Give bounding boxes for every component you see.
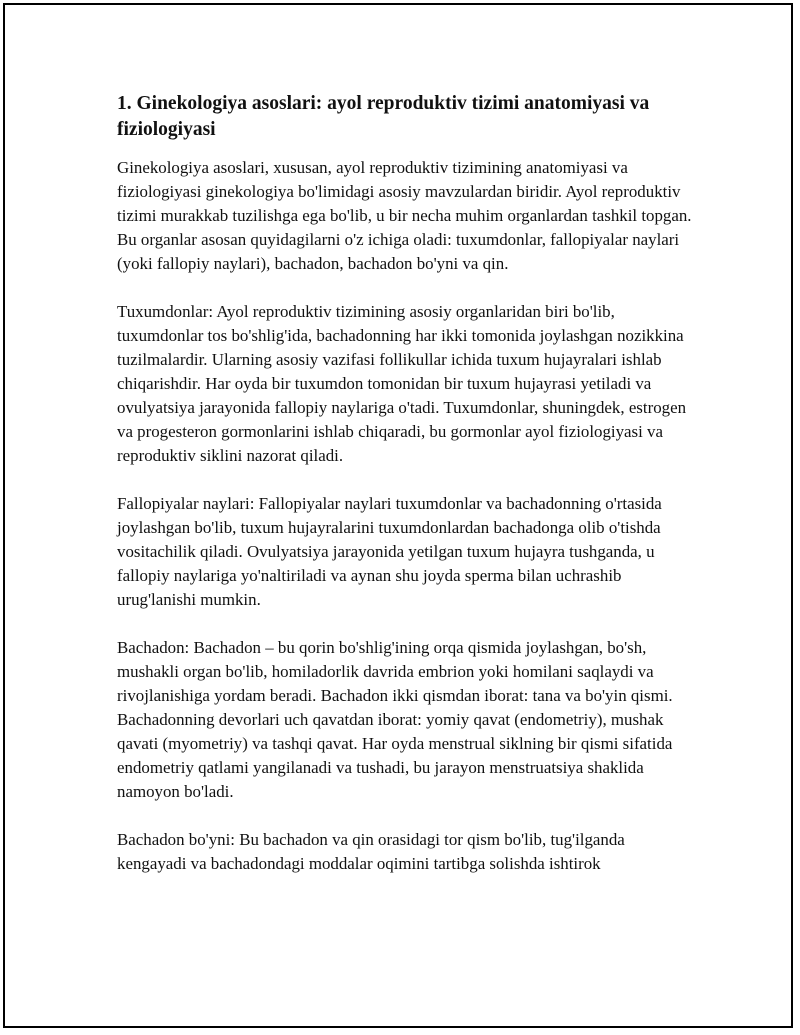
document-body [117,91,692,900]
paragraph-ovaries: Tuxumdonlar: Ayol reproduktiv tizimining asosiy organlaridan biri bo'lib, tuxumdonlar tos bo'shlig'ida, bachadonning har ikki tomonida joylashgan nozikkina tuzilmalardir. Ularning asosiy vazifasi follikullar ichida tuxum hujayralari ishlab chiqarishdir. Har oyda bir tuxumdon tomonidan bir tuxum hujayrasi yetiladi va ovulyatsiya jarayonida fallopiy naylariga o'tadi. Tuxumdonlar, shuningdek, estrogen va progesteron gormonlarini ishlab chiqaradi, bu gormonlar ayol fiziologiyasi va reproduktiv siklini nazorat qiladi. [117,302,687,465]
paragraph-fallopian-tubes: Fallopiyalar naylari: Fallopiyalar naylari tuxumdonlar va bachadonning o'rtasida joylashgan bo'lib, tuxum hujayralarini tuxumdonlardan bachadonga olib o'tishda vositachilik qiladi. Ovulyatsiya jarayonida yetilgan tuxum hujayra tushganda, u fallopiy naylariga yo'naltiriladi va aynan shu joyda sperma bilan uchrashib urug'lanishi mumkin. [117,494,662,609]
section-heading: 1. Ginekologiya asoslari: ayol reproduktiv tizimi anatomiyasi va fiziologiyasi [117,93,650,140]
paragraph-cervix: Bachadon bo'yni: Bu bachadon va qin orasidagi tor qism bo'lib, tug'ilganda kengayadi va bachadondagi moddalar oqimini tartibga solishda ishtirok [117,830,625,873]
paragraph-uterus: Bachadon: Bachadon – bu qorin bo'shlig'ining orqa qismida joylashgan, bo'sh, mushakli organ bo'lib, homiladorlik davrida embrion yoki homilani saqlaydi va rivojlanishiga yordam beradi. Bachadon ikki qismdan iborat: tana va bo'yin qismi. Bachadonning devorlari uch qavatdan iborat: yomiy qavat (endometriy), mushak qavati (myometriy) va tashqi qavat. Har oyda menstrual siklning bir qismi sifatida endometriy qatlami yangilanadi va tushadi, bu jarayon menstruatsiya shaklida namoyon bo'ladi. [117,638,673,801]
paragraph-intro: Ginekologiya asoslari, xususan, ayol reproduktiv tizimining anatomiyasi va fiziologiyasi ginekologiya bo'limidagi asosiy mavzulardan biridir. Ayol reproduktiv tizimi murakkab tuzilishga ega bo'lib, u bir necha muhim organlardan tashkil topgan. Bu organlar asosan quyidagilarni o'z ichiga oladi: tuxumdonlar, fallopiyalar naylari (yoki fallopiy naylari), bachadon, bachadon bo'yni va qin. [117,158,692,273]
